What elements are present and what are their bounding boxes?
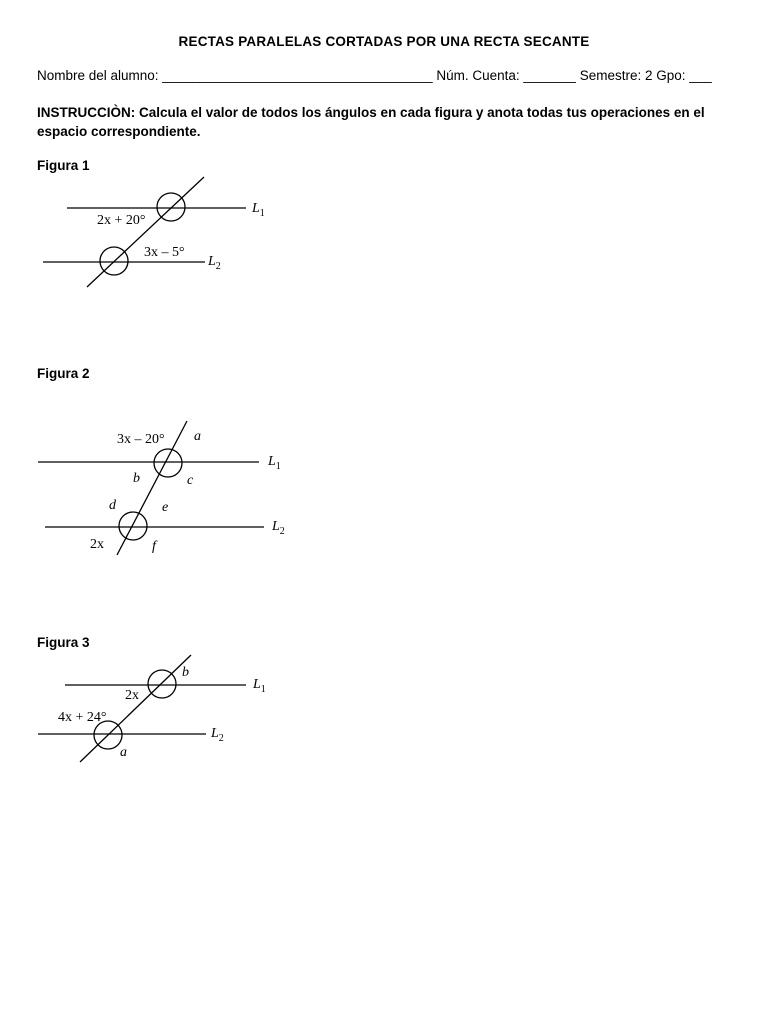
figure-3-angle-bottom: 4x + 24° (58, 710, 107, 725)
instruction-lead: INSTRUCCIÒN: (37, 105, 136, 120)
figure-3-angle-b: b (182, 665, 189, 680)
figure-2-l1-label: $L_1$ (268, 454, 281, 472)
figure-2-angle-f: f (152, 539, 156, 554)
figure-1-l1-label: $L_1$ (252, 201, 265, 219)
figure-2-angle-c: c (187, 473, 194, 488)
student-info-line: Nombre del alumno: ____________________________________ Núm. Cuenta: _______ Semestre: 2 Gpo: ___ (37, 68, 712, 83)
figure-2-label: Figura 2 (37, 366, 90, 381)
figure-2-angle-a: a (194, 429, 201, 444)
figure-2-angle-d: d (109, 498, 116, 513)
figure-1-label: Figura 1 (37, 158, 90, 173)
figure-2-angle-top: 3x – 20° (117, 432, 165, 447)
figure-1-angle-top: 2x + 20° (97, 213, 146, 228)
figure-3-label: Figura 3 (37, 635, 90, 650)
figure-3-angle-a: a (120, 745, 127, 760)
figure-1-l2-label: $L_2$ (208, 254, 221, 272)
figure-2-angle-bottom: 2x (90, 537, 104, 552)
page-title: RECTAS PARALELAS CORTADAS POR UNA RECTA SECANTE (178, 34, 590, 49)
figure-3-angle-top: 2x (125, 688, 139, 703)
figure-1-angle-bottom: 3x – 5° (144, 245, 185, 260)
figure-3-l1-label: $L_1$ (253, 677, 266, 695)
figure-3-intersection-top (148, 670, 176, 698)
figure-3-transversal (80, 655, 191, 762)
figure-2-angle-b: b (133, 471, 140, 486)
figure-2-l2-label: $L_2$ (272, 519, 285, 537)
figure-2-angle-e: e (162, 500, 169, 515)
instruction-text: Calcula el valor de todos los ángulos en cada figura y anota todas tus operaciones en el espacio correspondiente. (37, 105, 705, 139)
figure-3-l2-label: $L_2$ (211, 726, 224, 744)
